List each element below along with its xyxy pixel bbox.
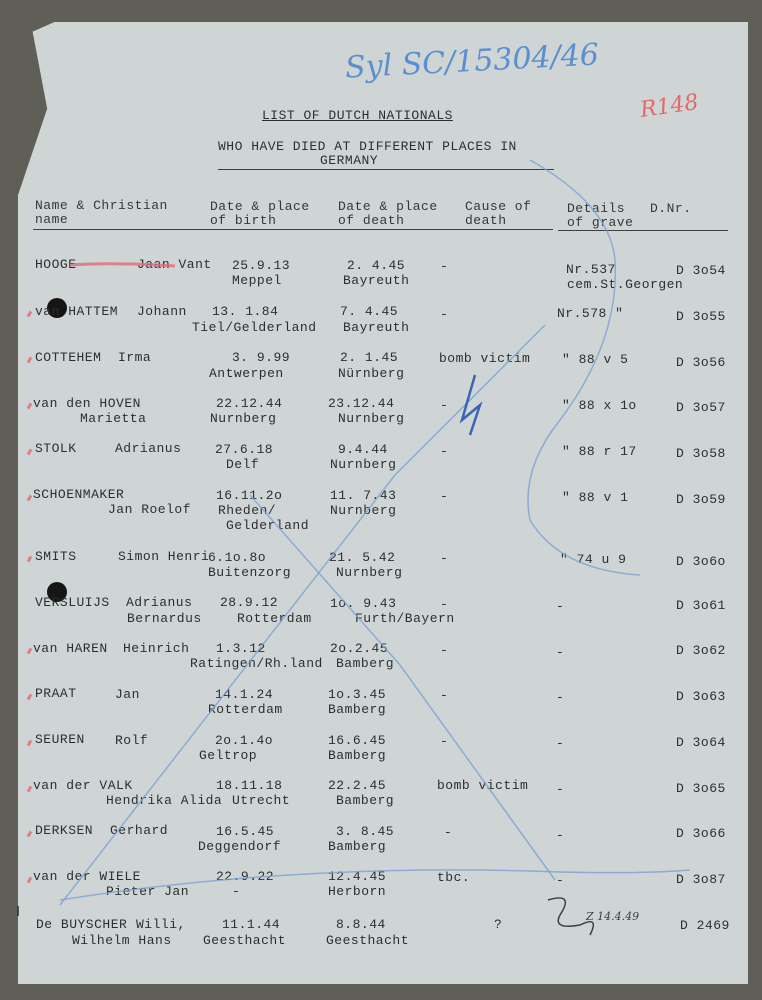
row-9-birth-place: Ratingen/Rh.land [190,656,323,671]
row-2-birth-date: 13. 1.84 [212,304,279,319]
row-7-birth-date: 6.1o.8o [208,550,267,565]
row-11-cause: - [440,734,449,749]
row-4-death-place: Nurnberg [338,411,405,426]
row-12-dnr: D 3o65 [676,781,726,796]
header-name: Name & Christian [35,198,168,213]
row-12-grave: - [556,782,565,797]
row-7-grave: " 74 u 9 [560,552,627,567]
row-1-birth-place: Meppel [232,273,282,288]
row-14-dnr: D 3o87 [676,872,726,887]
row-4-dnr: D 3o57 [676,400,726,415]
archive-reference: Syl SC/15304/46 [344,37,600,86]
signature-date: Z 14.4.49 [586,910,640,923]
row-13-birth-date: 16.5.45 [216,824,275,839]
row-4-birth-place: Nurnberg [210,411,277,426]
row-8-surname: VERSLUIJS [35,595,110,610]
row-13-cause: - [444,825,453,840]
row-8-grave: - [556,599,565,614]
row-7-cause: - [440,551,449,566]
row-1-cause: - [440,259,449,274]
row-8-christian-2: Bernardus [127,611,202,626]
row-12-cause: bomb victim [437,778,529,793]
row-11-christian: Rolf [115,733,149,748]
row-6-grave: " 88 v 1 [562,490,629,505]
row-7-death-place: Nurnberg [336,565,403,580]
row-13-surname: DERKSEN [35,823,94,838]
row-11-birth-date: 2o.1.4o [215,733,274,748]
row-12-birth-date: 18.11.18 [216,778,283,793]
row-12-birth-place: Utrecht [232,793,291,808]
row-11-death-place: Bamberg [328,748,387,763]
row-12-surname: van der VALK [33,778,133,793]
row-9-cause: - [440,643,449,658]
row-6-birth-place-2: Gelderland [226,518,310,533]
row-10-death-date: 1o.3.45 [328,687,387,702]
red-reference: R148 [638,90,701,123]
row-4-christian: Marietta [80,411,147,426]
row-8-dnr: D 3o61 [676,598,726,613]
row-5-grave: " 88 r 17 [562,444,637,459]
row-14-death-place: Herborn [328,884,387,899]
row-6-birth-place: Rheden/ [218,503,277,518]
row-6-christian: Jan Roelof [108,502,192,517]
row-12-christian: Hendrika Alida [106,793,223,808]
row-10-birth-date: 14.1.24 [215,687,274,702]
row-2-death-date: 7. 4.45 [340,304,399,319]
row-4-death-date: 23.12.44 [328,396,395,411]
row-2-dnr: D 3o55 [676,309,726,324]
row-11-birth-place: Geltrop [199,748,258,763]
row-9-death-date: 2o.2.45 [330,641,389,656]
row-2-death-place: Bayreuth [343,320,410,335]
row-5-cause: - [440,444,449,459]
row-3-birth-date: 3. 9.99 [232,350,291,365]
row-14-grave: - [556,873,565,888]
row-3-dnr: D 3o56 [676,355,726,370]
header-cause: Cause of [465,199,532,214]
row-13-dnr: D 3o66 [676,826,726,841]
row-13-grave: - [556,828,565,843]
header-birth-2: of birth [210,213,277,228]
document-subtitle: WHO HAVE DIED AT DIFFERENT PLACES IN [218,139,517,154]
row-13-death-place: Bamberg [328,839,387,854]
row-4-cause: - [440,398,449,413]
row-12-death-date: 22.2.45 [328,778,387,793]
row-5-death-place: Nurnberg [330,457,397,472]
row-8-birth-date: 28.9.12 [220,595,279,610]
row-8-cause: - [440,597,449,612]
row-10-cause: - [440,688,449,703]
row-6-dnr: D 3o59 [676,492,726,507]
row-13-birth-place: Deggendorf [198,839,282,854]
row-1-grave: Nr.537 [566,262,616,277]
row-7-death-date: 21. 5.42 [329,550,396,565]
row-14-cause: tbc. [437,870,471,885]
row-5-surname: STOLK [35,441,77,456]
header-dnr: D.Nr. [650,201,692,216]
row-9-birth-date: 1.3.12 [216,641,266,656]
row-1-death-date: 2. 4.45 [347,258,406,273]
document-title: LIST OF DUTCH NATIONALS [262,108,453,123]
row-5-birth-place: Delf [226,457,260,472]
row-1-christian: Jaan Vant [137,257,212,272]
row-8-death-place: Furth/Bayern [355,611,455,626]
row-14-christian: Pieter Jan [106,884,190,899]
row-15-death-date: 8.8.44 [336,917,386,932]
row-15-christian: Willi, [136,917,186,932]
document-subtitle-2: GERMANY [320,153,379,168]
header-death-2: of death [338,213,405,228]
row-4-grave: " 88 x 1o [562,398,637,413]
row-8-death-date: 1o. 9.43 [330,596,397,611]
row-6-death-date: 11. 7.43 [330,488,397,503]
row-4-birth-date: 22.12.44 [216,396,283,411]
row-14-death-date: 12.4.45 [328,869,387,884]
row-10-grave: - [556,690,565,705]
row-1-dnr: D 3o54 [676,263,726,278]
row-11-death-date: 16.6.45 [328,733,387,748]
row-7-birth-place: Buitenzorg [208,565,292,580]
row-14-birth-date: 22.9.22 [216,869,275,884]
row-10-surname: PRAAT [35,686,77,701]
row-3-birth-place: Antwerpen [209,366,284,381]
row-15-death-place: Geesthacht [326,933,410,948]
row-8-birth-place: Rotterdam [237,611,312,626]
row-1-surname: HOOGE [35,257,77,272]
row-15-christian-2: Wilhelm Hans [72,933,172,948]
row-5-christian: Adrianus [115,441,182,456]
row-15-dnr: D 2469 [680,918,730,933]
header-death: Date & place [338,199,438,214]
header-grave-2: of grave [567,215,634,230]
row-1-grave-2: cem.St.Georgen [567,277,684,292]
row-6-death-place: Nurnberg [330,503,397,518]
row-9-dnr: D 3o62 [676,643,726,658]
row-7-christian: Simon Henri [118,549,210,564]
row-10-dnr: D 3o63 [676,689,726,704]
row-15-cause: ? [494,917,503,932]
row-6-surname: SCHOENMAKER [33,487,125,502]
row-10-birth-place: Rotterdam [208,702,283,717]
row-3-grave: " 88 v 5 [562,352,629,367]
row-6-birth-date: 16.11.2o [216,488,283,503]
row-3-death-place: Nürnberg [338,366,405,381]
row-9-grave: - [556,645,565,660]
row-14-surname: van der WIELE [33,869,141,884]
row-14-birth-place: - [232,884,241,899]
header-cause-2: death [465,213,507,228]
header-birth: Date & place [210,199,310,214]
row-13-death-date: 3. 8.45 [336,824,395,839]
row-11-grave: - [556,736,565,751]
row-11-dnr: D 3o64 [676,735,726,750]
header-name-2: name [35,212,69,227]
row-8-christian: Adrianus [126,595,193,610]
row-11-surname: SEUREN [35,732,85,747]
row-4-surname: van den HOVEN [33,396,141,411]
row-3-death-date: 2. 1.45 [340,350,399,365]
row-10-christian: Jan [115,687,140,702]
row-5-death-date: 9.4.44 [338,442,388,457]
row-3-surname: COTTEHEM [35,350,102,365]
row-15-birth-date: 11.1.44 [222,917,281,932]
row-2-birth-place: Tiel/Gelderland [192,320,317,335]
row-2-christian: Johann [137,304,187,319]
row-2-grave: Nr.578 " [557,306,624,321]
row-1-birth-date: 25.9.13 [232,258,291,273]
row-15-birth-place: Geesthacht [203,933,287,948]
row-10-death-place: Bamberg [328,702,387,717]
row-3-cause: bomb victim [439,351,531,366]
row-6-cause: - [440,489,449,504]
row-5-birth-date: 27.6.18 [215,442,274,457]
row-12-death-place: Bamberg [336,793,395,808]
row-9-christian: Heinrich [123,641,190,656]
row-7-dnr: D 3o6o [676,554,726,569]
row-9-surname: van HAREN [33,641,108,656]
row-7-surname: SMITS [35,549,77,564]
row-13-christian: Gerhard [110,823,169,838]
row-3-christian: Irma [118,350,152,365]
row-9-death-place: Bamberg [336,656,395,671]
header-grave: Details [567,201,626,216]
row-15-surname: De BUYSCHER [36,917,128,932]
row-5-dnr: D 3o58 [676,446,726,461]
row-1-death-place: Bayreuth [343,273,410,288]
row-2-surname: van HATTEM [35,304,119,319]
row-2-cause: - [440,307,449,322]
